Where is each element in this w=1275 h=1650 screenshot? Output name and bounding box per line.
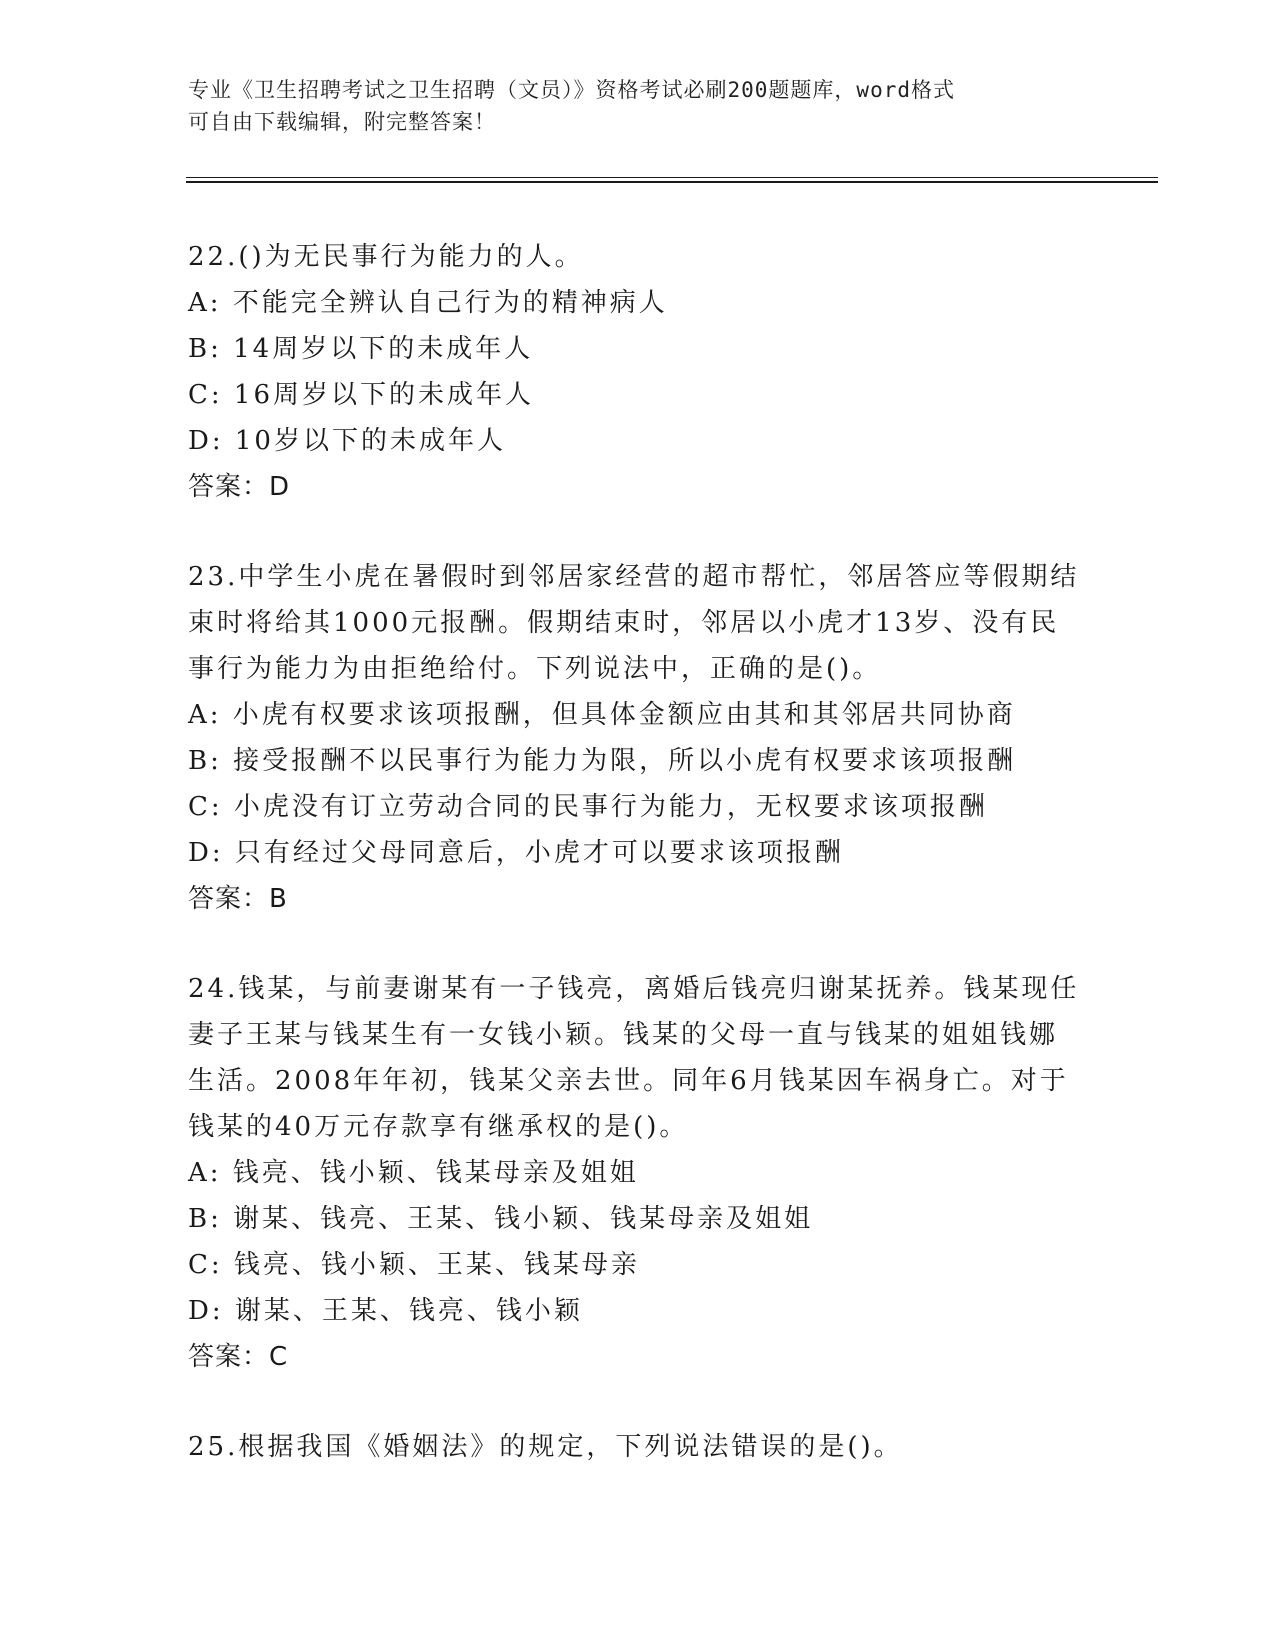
document-header	[188, 74, 1068, 138]
header-divider	[186, 177, 1158, 178]
question-stem-line: 25.根据我国《婚姻法》的规定，下列说法错误的是()。	[188, 1432, 903, 1462]
answer-option: D: 谢某、王某、钱亮、钱小颖	[188, 1296, 583, 1326]
answer-option: D: 10岁以下的未成年人	[188, 426, 506, 456]
answer-option: C: 钱亮、钱小颖、王某、钱某母亲	[188, 1250, 640, 1280]
answer-option: B: 谢某、钱亮、王某、钱小颖、钱某母亲及姐姐	[188, 1204, 814, 1234]
header-line-1: 专业《卫生招聘考试之卫生招聘（文员）》资格考试必刷200题题库，word格式	[188, 78, 955, 102]
question-block	[188, 966, 1088, 1380]
question-stem-line: 24.钱某，与前妻谢某有一子钱亮，离婚后钱亮归谢某抚养。钱某现任	[188, 974, 1080, 1004]
question-block	[188, 554, 1088, 922]
answer-option: B: 14周岁以下的未成年人	[188, 334, 534, 364]
question-stem-line: 妻子王某与钱某生有一女钱小颖。钱某的父母一直与钱某的姐姐钱娜	[188, 1020, 1059, 1050]
answer-option: A: 钱亮、钱小颖、钱某母亲及姐姐	[188, 1158, 639, 1188]
question-stem-line: 生活。2008年年初，钱某父亲去世。同年6月钱某因车祸身亡。对于	[188, 1066, 1069, 1096]
question-stem-line: 22.()为无民事行为能力的人。	[188, 242, 584, 272]
answer-option: C: 16周岁以下的未成年人	[188, 380, 535, 410]
answer-option: C: 小虎没有订立劳动合同的民事行为能力，无权要求该项报酬	[188, 792, 988, 822]
answer-key: 答案：D	[188, 472, 291, 502]
question-stem-line: 23.中学生小虎在暑假时到邻居家经营的超市帮忙，邻居答应等假期结	[188, 562, 1080, 592]
question-stem-line: 钱某的40万元存款享有继承权的是()。	[188, 1112, 689, 1142]
question-stem-line: 事行为能力为由拒绝给付。下列说法中，正确的是()。	[188, 654, 882, 684]
answer-option: D: 只有经过父母同意后，小虎才可以要求该项报酬	[188, 838, 844, 868]
header-line-2: 可自由下载编辑，附完整答案！	[188, 110, 496, 134]
answer-option: A: 不能完全辨认自己行为的精神病人	[188, 288, 668, 318]
question-block	[188, 1424, 1088, 1470]
question-block	[188, 234, 1088, 510]
answer-option: B: 接受报酬不以民事行为能力为限，所以小虎有权要求该项报酬	[188, 746, 1017, 776]
question-stem-line: 束时将给其1000元报酬。假期结束时，邻居以小虎才13岁、没有民	[188, 608, 1060, 638]
question-list	[188, 234, 1088, 1514]
answer-key: 答案：C	[188, 1342, 289, 1372]
header-divider-thick	[186, 181, 1158, 183]
answer-key: 答案：B	[188, 884, 288, 914]
answer-option: A: 小虎有权要求该项报酬，但具体金额应由其和其邻居共同协商	[188, 700, 1016, 730]
